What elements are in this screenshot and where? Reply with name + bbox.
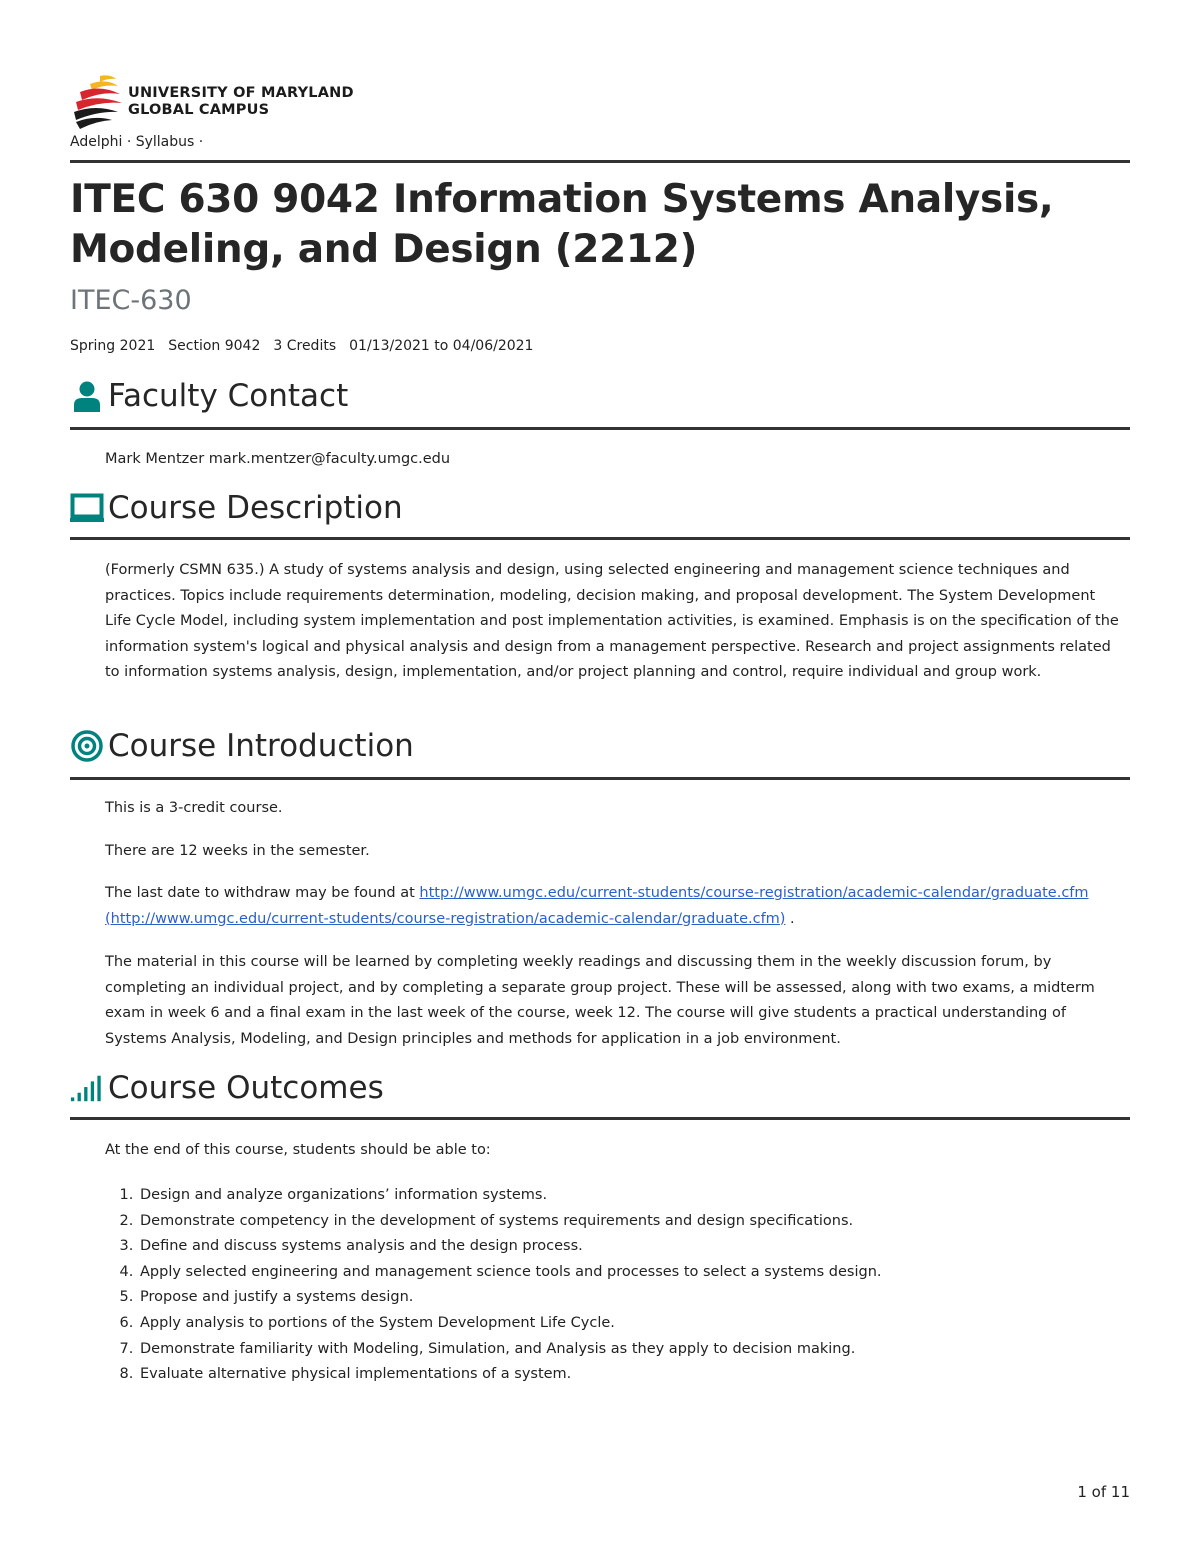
list-item: 4. Apply selected engineering and management science tools and processes to select a systems design. [138, 1260, 882, 1286]
course-description-heading [70, 490, 1130, 526]
list-item: 6. Apply analysis to portions of the System Development Life Cycle. [138, 1311, 882, 1337]
course-introduction-heading [70, 728, 1130, 764]
course-term: Spring 2021 [70, 338, 156, 354]
course-outcomes-divider [70, 1117, 1130, 1120]
target-icon [70, 729, 104, 763]
course-code: ITEC-630 [70, 285, 192, 316]
course-outcomes-title: Course Outcomes [108, 1070, 384, 1106]
intro-paragraph-4: The material in this course will be learned by completing weekly readings and discussing them in the weekly discussion forum, by completing an individual project, and by completing a separate group project. These will be assessed, along with two exams, a midterm exam in week 6 and a final exam in the last week of the course, week 12. The course will give students a practical understanding of Systems Analysis, Modeling, and Design principles and methods for application in a job environment. [105, 954, 1095, 1047]
course-description-title: Course Description [108, 490, 403, 526]
course-introduction-divider [70, 777, 1130, 780]
outcomes-list [105, 1183, 882, 1388]
laptop-icon [70, 491, 104, 525]
faculty-contact-title: Faculty Contact [108, 378, 349, 414]
faculty-contact-heading [70, 378, 1130, 414]
academic-calendar-link[interactable]: http://www.umgc.edu/current-students/course-registration/academic-calendar/graduate.cfm (http://www.umgc.edu/current-students/course-registration/academic-calendar/graduate.cfm) [105, 885, 1089, 927]
course-introduction-title: Course Introduction [108, 728, 414, 764]
university-logo [70, 70, 354, 134]
list-item: 3. Define and discuss systems analysis and the design process. [138, 1234, 882, 1260]
breadcrumb: Adelphi · Syllabus · [70, 134, 204, 150]
withdraw-text: The last date to withdraw may be found at [105, 885, 420, 901]
university-name-line2: GLOBAL CAMPUS [128, 102, 270, 118]
faculty-contact-divider [70, 427, 1130, 430]
person-icon [70, 379, 104, 413]
header-divider [70, 160, 1130, 163]
page-number: 1 of 11 [1077, 1483, 1130, 1501]
course-description-divider [70, 537, 1130, 540]
page-title: ITEC 630 9042 Information Systems Analysis, Modeling, and Design (2212) [70, 177, 1054, 272]
list-item: 7. Demonstrate familiarity with Modeling, Simulation, and Analysis as they apply to decision making. [138, 1337, 882, 1363]
bar-chart-icon [70, 1071, 104, 1105]
course-credits: 3 Credits [273, 338, 337, 354]
university-name [128, 85, 354, 119]
faculty-contact-info: Mark Mentzer mark.mentzer@faculty.umgc.edu [105, 451, 451, 467]
intro-paragraph-2: There are 12 weeks in the semester. [105, 843, 370, 859]
list-item: 5. Propose and justify a systems design. [138, 1285, 882, 1311]
withdraw-text-end: . [785, 910, 795, 927]
intro-paragraph-1: This is a 3-credit course. [105, 800, 283, 816]
course-section: Section 9042 [168, 338, 261, 354]
course-description-text: (Formerly CSMN 635.) A study of systems analysis and design, using selected engineering and management science techniques and practices. Topics include requirements determination, modeling, decision making, and proposal development. The System Development Life Cycle Model, including system implementation and post implementation activities, is examined. Emphasis is on the specification of the information system's logical and physical analysis and design from a management perspective. Research and project assignments related to information systems analysis, design, implementation, and/or project planning and control, require individual and group work. [105, 562, 1119, 680]
university-name-line1: UNIVERSITY OF MARYLAND [128, 85, 354, 101]
list-item: 2. Demonstrate competency in the development of systems requirements and design specifications. [138, 1209, 882, 1235]
umgc-logo-mark [70, 70, 126, 134]
intro-paragraph-3 [105, 881, 1125, 932]
list-item: 1. Design and analyze organizations’ information systems. [138, 1183, 882, 1209]
list-item: 8. Evaluate alternative physical implementations of a system. [138, 1362, 882, 1388]
outcomes-intro: At the end of this course, students should be able to: [105, 1142, 491, 1158]
course-meta [70, 338, 533, 354]
course-outcomes-heading [70, 1070, 1130, 1106]
course-dates: 01/13/2021 to 04/06/2021 [349, 338, 534, 354]
